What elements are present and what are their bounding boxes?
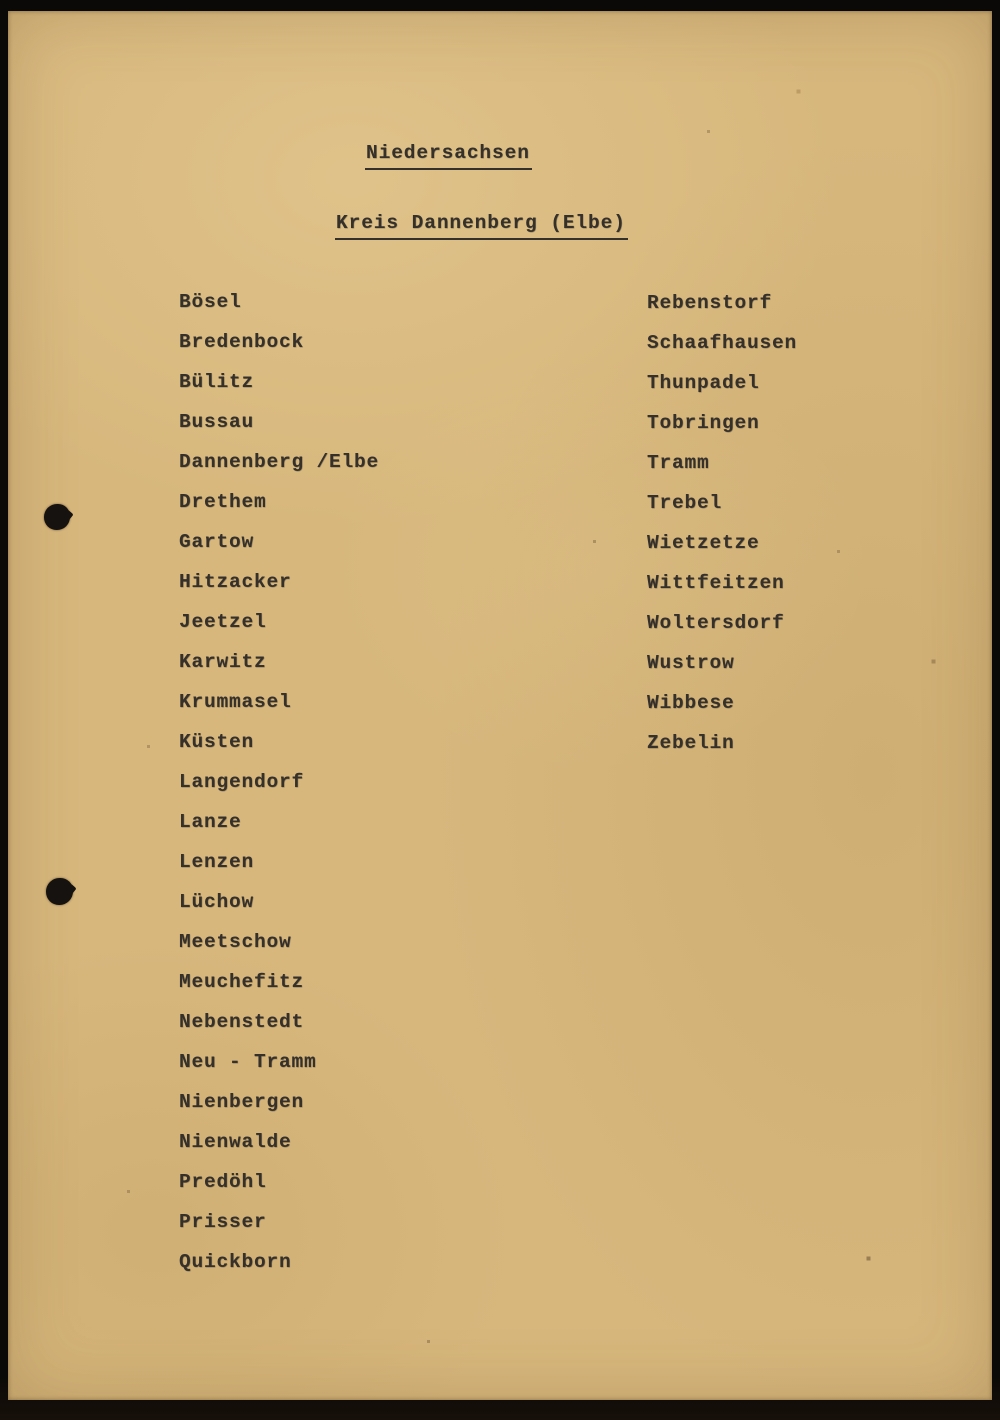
place-name: Meuchefitz (179, 971, 305, 993)
place-name: Wustrow (647, 652, 735, 674)
place-name: Bösel (179, 291, 242, 313)
place-name: Bredenbock (179, 331, 305, 353)
place-name: Nienbergen (179, 1091, 305, 1113)
district-title: Kreis Dannenberg (Elbe) (335, 212, 628, 240)
place-name: Wietzetze (647, 532, 760, 554)
document-page (8, 11, 992, 1400)
place-name: Küsten (179, 731, 255, 753)
place-name: Neu - Tramm (179, 1051, 317, 1073)
place-name: Rebenstorf (647, 292, 773, 314)
place-name: Tramm (647, 452, 710, 474)
place-name: Karwitz (179, 651, 267, 673)
place-name: Gartow (179, 531, 255, 553)
place-name: Krummasel (179, 691, 292, 713)
place-name: Nienwalde (179, 1131, 292, 1153)
place-name: Meetschow (179, 931, 292, 953)
place-name: Trebel (647, 492, 723, 514)
hole-punch-bottom (46, 878, 73, 905)
place-name: Schaafhausen (647, 332, 798, 354)
place-name: Lanze (179, 811, 242, 833)
place-name: Thunpadel (647, 372, 760, 394)
place-name: Prisser (179, 1211, 267, 1233)
place-name: Lüchow (179, 891, 255, 913)
place-list-right (647, 283, 797, 763)
paper-specks (8, 11, 9, 12)
place-name: Drethem (179, 491, 267, 513)
place-name: Woltersdorf (647, 612, 785, 634)
place-name: Langendorf (179, 771, 305, 793)
hole-punch-top (44, 504, 70, 530)
place-name: Bussau (179, 411, 255, 433)
region-title: Niedersachsen (365, 142, 532, 170)
place-list-left (179, 282, 379, 1282)
place-name: Tobringen (647, 412, 760, 434)
place-name: Jeetzel (179, 611, 267, 633)
place-name: Lenzen (179, 851, 255, 873)
place-name: Nebenstedt (179, 1011, 305, 1033)
place-name: Zebelin (647, 732, 735, 754)
place-name: Wittfeitzen (647, 572, 785, 594)
place-name: Bülitz (179, 371, 255, 393)
place-name: Predöhl (179, 1171, 267, 1193)
place-name: Hitzacker (179, 571, 292, 593)
place-name: Wibbese (647, 692, 735, 714)
place-name: Dannenberg /Elbe (179, 451, 380, 473)
place-name: Quickborn (179, 1251, 292, 1273)
